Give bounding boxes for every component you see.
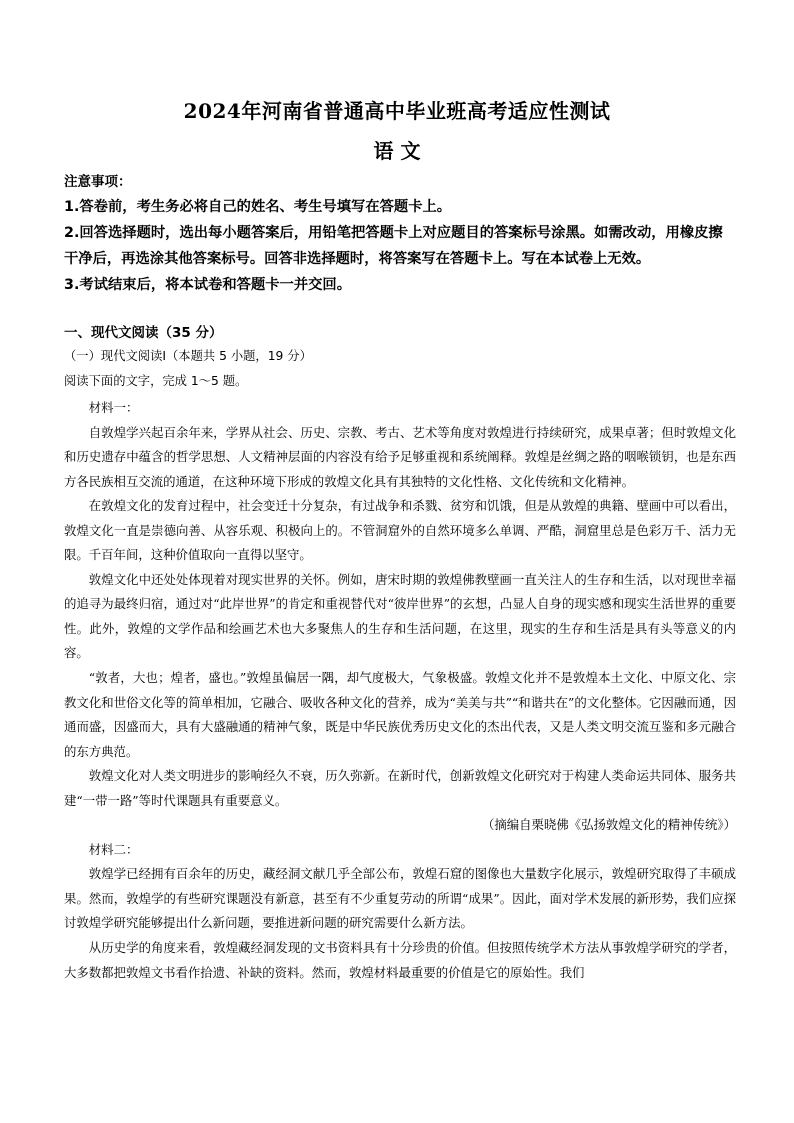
material-one-paragraph: 在敦煌文化的发育过程中，社会变迁十分复杂，有过战争和杀戮、贫穷和饥饿，但是从敦煌的典籍、壁画中可以看出，敦煌文化一直是崇德向善、从容乐观、积极向上的。不管洞窟外的自然环境多么单调、严酷，洞窟里总是色彩万千、活力无限。千百年间，这种价值取向一直得以坚守。 — [64, 498, 736, 563]
notice-heading: 注意事项： — [64, 174, 132, 190]
material-two-paragraph: 从历史学的角度来看，敦煌藏经洞发现的文书资料具有十分珍贵的价值。但按照传统学术方法从事敦煌学研究的学者，大多数都把敦煌文书看作拾遗、补缺的资料。然而，敦煌材料最重要的价值是它的原始性。我们 — [64, 940, 736, 980]
notice-item: 3.考试结束后，将本试卷和答题卡一并交回。 — [64, 277, 352, 293]
material-one-label: 材料一： — [88, 400, 139, 415]
notice-block — [64, 170, 736, 298]
material-two-label: 材料二： — [88, 841, 139, 857]
subject-title: 语 文 — [373, 139, 421, 163]
material-one-source: （摘编自栗晓佛《弘扬敦煌文化的精神传统》） — [481, 817, 736, 833]
material-one-paragraph: 自敦煌学兴起百余年来，学界从社会、历史、宗教、考古、艺术等角度对敦煌进行持续研究，成果卓著；但时敦煌文化和历史遗存中蕴含的哲学思想、人文精神层面的内容没有给予足够重视和系统阐释。敦煌是丝绸之路的咽喉锁钥，也是东西方各民族相互交流的通道，在这种环境下形成的敦煌文化具有其独特的文化性格、文化传统和文化精神。 — [64, 424, 736, 489]
material-two-paragraph: 敦煌学已经拥有百余年的历史，藏经洞文献几乎全部公布，敦煌石窟的图像也大量数字化展示，敦煌研究取得了丰硕成果。然而，敦煌学的有些研究课题没有新意，甚至有不少重复劳动的所谓“成果”。因此，面对学术发展的新形势，我们应探讨敦煌学研究能够提出什么新问题，要推进新问题的研究需要什么新方法。 — [64, 866, 736, 931]
reading-passage — [64, 396, 736, 985]
material-one-paragraph: “敦者，大也；煌者，盛也。”敦煌虽偏居一隅，却气度极大，气象极盛。敦煌文化并不是敦煌本土文化、中原文化、宗教文化和世俗文化等的简单相加，它融合、吸收各种文化的营养，成为“美美与共”“和谐共在”的文化整体。它因融而通，因通而盛，因盛而大，具有大盛融通的精神气象，既是中华民族优秀历史文化的杰出代表，又是人类文明交流互鉴和多元融合的东方典范。 — [64, 670, 736, 759]
part-heading: （一）现代文阅读Ⅰ（本题共 5 小题，19 分） — [64, 349, 312, 363]
reading-instruction: 阅读下面的文字，完成 1～5 题。 — [64, 374, 248, 388]
material-one-paragraph: 敦煌文化对人类文明进步的影响经久不衰，历久弥新。在新时代，创新敦煌文化研究对于构建人类命运共同体、服务共建“一带一路”等时代课题具有重要意义。 — [64, 768, 736, 808]
section-heading: 一、现代文阅读（35 分） — [64, 325, 223, 341]
notice-item: 1.答卷前，考生务必将自己的姓名、考生号填写在答题卡上。 — [64, 199, 452, 215]
material-one-paragraph: 敦煌文化中还处处体现着对现实世界的关怀。例如，唐宋时期的敦煌佛教壁画一直关注人的生存和生活，以对现世幸福的追寻为最终归宿，通过对“此岸世界”的肯定和重视替代对“彼岸世界”的玄想，凸显人自身的现实感和现实生活世界的重要性。此外，敦煌的文学作品和绘画艺术也大多聚焦人的生存和生活问题，在这里，现实的生存和生活是具有头等意义的内容。 — [64, 571, 736, 661]
exam-title: 2024年河南省普通高中毕业班高考适应性测试 — [183, 99, 611, 123]
notice-item: 2.回答选择题时，选出每小题答案后，用铅笔把答题卡上对应题目的答案标号涂黑。如需改动，用橡皮擦干净后，再选涂其他答案标号。回答非选择题时，将答案写在答题卡上。写在本试卷上无效。 — [64, 225, 723, 267]
